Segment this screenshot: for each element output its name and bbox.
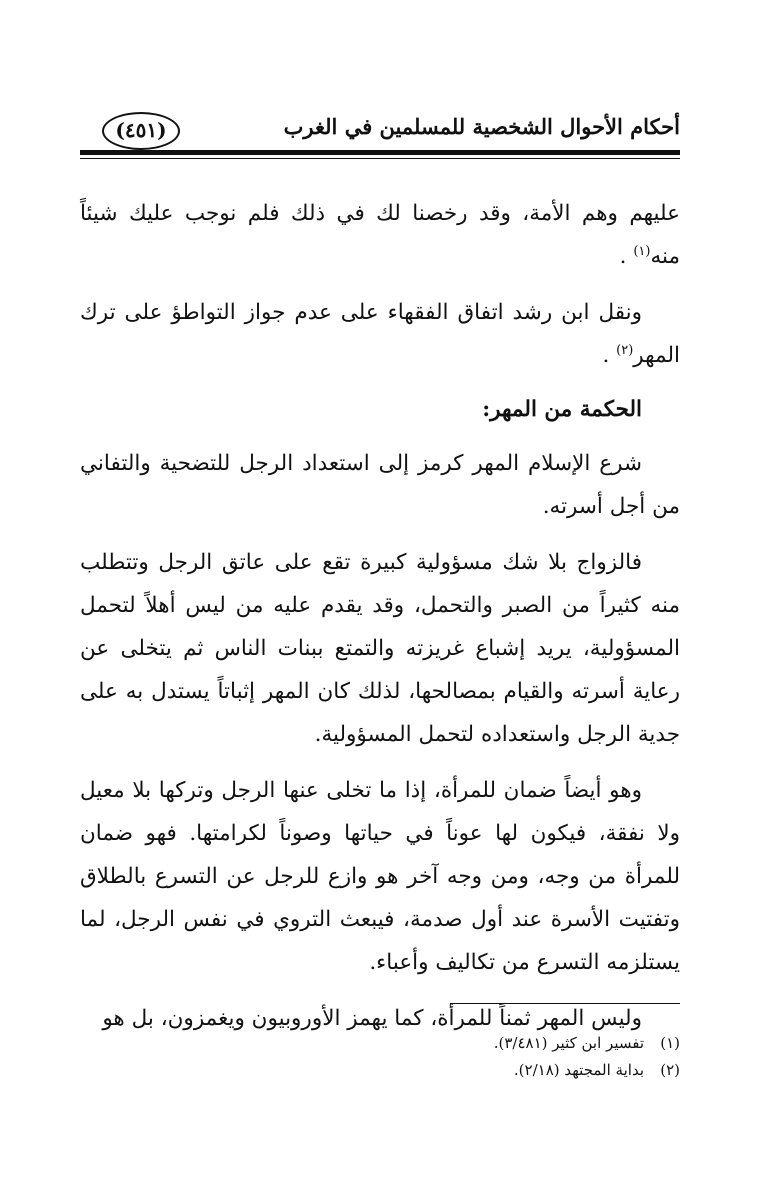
main-text — [80, 192, 680, 1053]
footnote-ref-1: (١) — [633, 243, 651, 259]
footnote-1-text: تفسير ابن كثير (٣/٤٨١). — [493, 1034, 644, 1052]
paragraph-2 — [80, 291, 680, 377]
footnote-1-number: (١) — [660, 1034, 680, 1052]
paragraph-1 — [80, 192, 680, 278]
paragraph-6: وليس المهر ثمناً للمرأة، كما يهمز الأوروبيون ويغمزون، بل هو — [102, 1006, 642, 1031]
footnote-separator — [450, 1003, 680, 1004]
paragraph-2-text: ونقل ابن رشد اتفاق الفقهاء على عدم جواز التواطؤ على ترك المهر — [80, 300, 680, 368]
footnote-2-text: بداية المجتهد (٢/١٨). — [513, 1061, 644, 1079]
footnotes — [120, 1030, 680, 1084]
footnote-1 — [120, 1030, 680, 1057]
paragraph-4: فالزواج بلا شك مسؤولية كبيرة تقع على عاتق الرجل وتتطلب منه كثيراً من الصبر والتحمل، وقد يقدم عليه من ليس أهلاً لتحمل المسؤولية، يريد إشباع غريزته والتمتع ببنات الناس ثم يتخلى عن رعاية أسرته والقيام بمصالحها، لذلك كان المهر إثباتاً يستدل به على جدية الرجل واستعداده لتحمل المسؤولية. — [80, 550, 680, 747]
section-heading: الحكمة من المهر: — [482, 397, 642, 422]
footnote-2 — [120, 1057, 680, 1084]
paragraph-1-end: . — [619, 244, 634, 269]
header-rule-thick — [80, 150, 680, 155]
paragraph-5: وهو أيضاً ضمان للمرأة، إذا ما تخلى عنها الرجل وتركها بلا معيل ولا نفقة، فيكون لها عوناً في حياتها وصوناً لكرامتها. فهو ضمان للمرأة من وجه، ومن وجه آخر هو وازع للرجل عن التسرع بالطلاق وتفتيت الأسرة عند أول صدمة، فيبعث التروي في نفس الرجل، لما يستلزمه التسرع من تكاليف وأعباء. — [80, 778, 680, 975]
header-rule-thin — [80, 158, 680, 159]
page-number: (٤٥١) — [102, 112, 180, 150]
paragraph-1-text: عليهم وهم الأمة، وقد رخصنا لك في ذلك فلم نوجب عليك شيئاً منه — [80, 201, 680, 269]
footnote-2-number: (٢) — [660, 1061, 680, 1079]
paragraph-2-end: . — [602, 343, 617, 368]
paragraph-3: شرع الإسلام المهر كرمز إلى استعداد الرجل للتضحية والتفاني من أجل أسرته. — [80, 451, 680, 519]
footnote-ref-2: (٢) — [616, 342, 634, 358]
book-title: أحكام الأحوال الشخصية للمسلمين في الغرب — [283, 114, 680, 139]
running-header — [80, 112, 680, 152]
